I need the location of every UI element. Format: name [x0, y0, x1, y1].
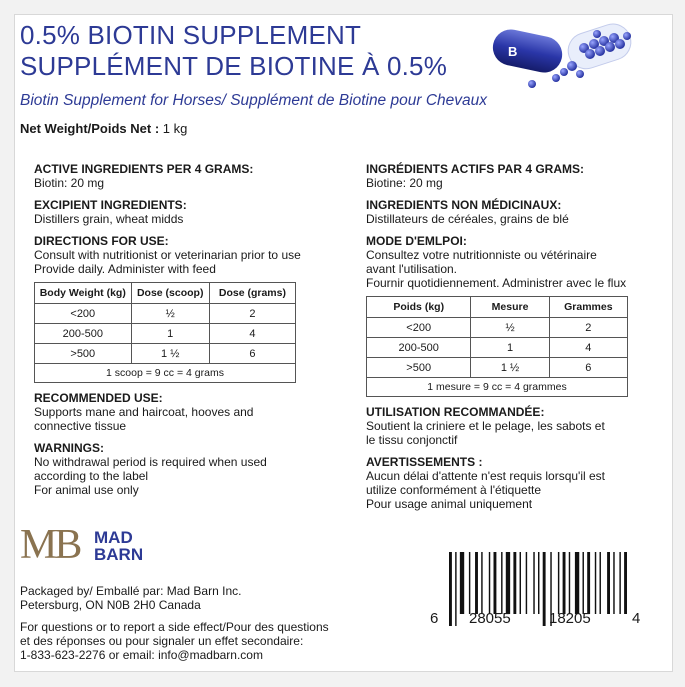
contact-line3: 1-833-623-2276 or email: info@madbarn.com [20, 648, 263, 662]
fr-excipient-text: Distillateurs de céréales, grains de blé [366, 212, 569, 226]
barcode-digits-right: 18205 [549, 610, 591, 627]
barcode-bar [481, 552, 482, 614]
fr-active-text: Biotine: 20 mg [366, 176, 443, 190]
biotin-capsule-image [472, 14, 652, 92]
table-cell: >500 [35, 344, 132, 364]
barcode-bar [595, 552, 596, 614]
en-table-footer: 1 scoop = 9 cc = 4 grams [35, 364, 296, 383]
fr-directions-line2: avant l'utilisation. [366, 262, 458, 276]
fr-warnings-line1: Aucun délai d'attente n'est requis lorsqu'il est [366, 469, 606, 483]
en-active-text: Biotin: 20 mg [34, 176, 105, 190]
fr-table-footer: 1 mesure = 9 cc = 4 grammes [367, 378, 628, 397]
table-cell: 1 ½ [131, 344, 209, 364]
table-cell: 2 [549, 318, 627, 338]
barcode-digits-left: 28055 [469, 610, 511, 627]
subtitle: Biotin Supplement for Horses/ Supplément de Biotine pour Chevaux [20, 92, 487, 109]
en-directions-line2: Provide daily. Administer with feed [34, 262, 216, 276]
table-cell: 1 ½ [471, 358, 549, 378]
english-column [34, 162, 334, 497]
barcode-bar [449, 552, 452, 626]
barcode-bar [501, 552, 502, 614]
table-row [35, 344, 296, 364]
barcode-bar [526, 552, 527, 614]
barcode-bar [607, 552, 610, 614]
en-table-header: Body Weight (kg) [35, 283, 132, 304]
barcode [445, 552, 633, 656]
table-cell: 6 [209, 344, 295, 364]
table-cell: ½ [471, 318, 549, 338]
table-cell: <200 [35, 304, 132, 324]
table-cell: 200-500 [35, 324, 132, 344]
barcode-bar [587, 552, 590, 614]
barcode-bar [520, 552, 521, 614]
en-warnings-line2: according to the label [34, 469, 149, 483]
packaged-line2: Petersburg, ON N0B 2H0 Canada [20, 598, 201, 612]
barcode-digit-first: 6 [430, 610, 439, 627]
table-cell: <200 [367, 318, 471, 338]
fr-excipient-heading: INGREDIENTS NON MÉDICINAUX: [366, 198, 562, 212]
table-cell: 6 [549, 358, 627, 378]
table-row [35, 324, 296, 344]
logo-word-barn: BARN [94, 545, 144, 564]
en-active-heading: ACTIVE INGREDIENTS PER 4 GRAMS: [34, 162, 254, 176]
barcode-bar [533, 552, 534, 614]
en-dose-table [34, 282, 296, 383]
en-table-header: Dose (scoop) [131, 283, 209, 304]
fr-table-header: Grammes [549, 297, 627, 318]
barcode-bar [538, 552, 539, 614]
en-warnings-line1: No withdrawal period is required when used [34, 455, 267, 469]
fr-active-heading: INGRÉDIENTS ACTIFS PAR 4 GRAMS: [366, 162, 585, 176]
barcode-bar [558, 552, 559, 614]
contact-line2: et des réponses ou pour signaler un effet secondaire: [20, 634, 304, 648]
contact-info [20, 620, 329, 662]
en-recommended-line2: connective tissue [34, 419, 127, 433]
table-cell: 1 [471, 338, 549, 358]
mad-barn-logo [20, 522, 144, 568]
capsule-letter: B [508, 44, 518, 59]
packaged-by [20, 584, 241, 612]
table-row [367, 338, 628, 358]
en-recommended-line1: Supports mane and haircoat, hooves and [34, 405, 254, 419]
title-french: SUPPLÉMENT DE BIOTINE À 0.5% [20, 51, 448, 81]
fr-table-header: Poids (kg) [367, 297, 471, 318]
table-cell: 4 [549, 338, 627, 358]
barcode-bar [619, 552, 620, 614]
barcode-bar [475, 552, 478, 614]
table-cell: 2 [209, 304, 295, 324]
table-cell: ½ [131, 304, 209, 324]
barcode-bar [455, 552, 456, 626]
table-row [35, 304, 296, 324]
fr-warnings-heading: AVERTISSEMENTS : [366, 455, 483, 469]
barcode-bar [543, 552, 546, 626]
barcode-bar [624, 552, 627, 614]
fr-directions-line3: Fournir quotidiennement. Administrer avec le flux [366, 276, 627, 290]
table-cell: >500 [367, 358, 471, 378]
table-row [367, 318, 628, 338]
fr-warnings-line3: Pour usage animal uniquement [366, 497, 533, 511]
barcode-bar [513, 552, 516, 614]
barcode-bar [583, 552, 584, 614]
barcode-bar [600, 552, 601, 614]
barcode-bar [569, 552, 570, 614]
contact-line1: For questions or to report a side effect/Pour des questions [20, 620, 329, 634]
french-column [366, 162, 666, 511]
barcode-bar [469, 552, 470, 614]
en-directions-line1: Consult with nutritionist or veterinarian prior to use [34, 248, 301, 262]
barcode-bar [494, 552, 497, 614]
table-cell: 4 [209, 324, 295, 344]
fr-table-header: Mesure [471, 297, 549, 318]
en-excipient-text: Distillers grain, wheat midds [34, 212, 184, 226]
fr-dose-table [366, 296, 628, 397]
net-weight-value: 1 kg [162, 121, 188, 136]
barcode-bar [563, 552, 566, 614]
table-cell: 200-500 [367, 338, 471, 358]
logo-word-mad: MAD [94, 528, 133, 547]
en-warnings-heading: WARNINGS: [34, 441, 104, 455]
barcode-bar [460, 552, 464, 614]
packaged-line1: Packaged by/ Emballé par: Mad Barn Inc. [20, 584, 242, 598]
en-excipient-heading: EXCIPIENT INGREDIENTS: [34, 198, 187, 212]
fr-recommended-line2: le tissu conjonctif [366, 433, 458, 447]
barcode-bar [506, 552, 510, 614]
en-directions-heading: DIRECTIONS FOR USE: [34, 234, 169, 248]
en-table-header: Dose (grams) [209, 283, 295, 304]
net-weight-label: Net Weight/Poids Net : [20, 121, 160, 136]
table-cell: 1 [131, 324, 209, 344]
fr-recommended-line1: Soutient la criniere et le pelage, les sabots et [366, 419, 605, 433]
title-english: 0.5% BIOTIN SUPPLEMENT [20, 20, 362, 50]
barcode-bar [613, 552, 614, 614]
en-warnings-line3: For animal use only [34, 483, 139, 497]
fr-directions-heading: MODE D'EMLPOI: [366, 234, 467, 248]
fr-recommended-heading: UTILISATION RECOMMANDÉE: [366, 405, 545, 419]
fr-warnings-line2: utilize conformément à l'étiquette [366, 483, 542, 497]
en-recommended-heading: RECOMMENDED USE: [34, 391, 163, 405]
fr-directions-line1: Consultez votre nutritionniste ou vétérinaire [366, 248, 597, 262]
net-weight [20, 121, 187, 136]
table-row [367, 358, 628, 378]
barcode-bar [489, 552, 490, 614]
barcode-bar [575, 552, 579, 614]
logo-mark: MB [20, 522, 80, 568]
barcode-digit-last: 4 [632, 610, 641, 627]
